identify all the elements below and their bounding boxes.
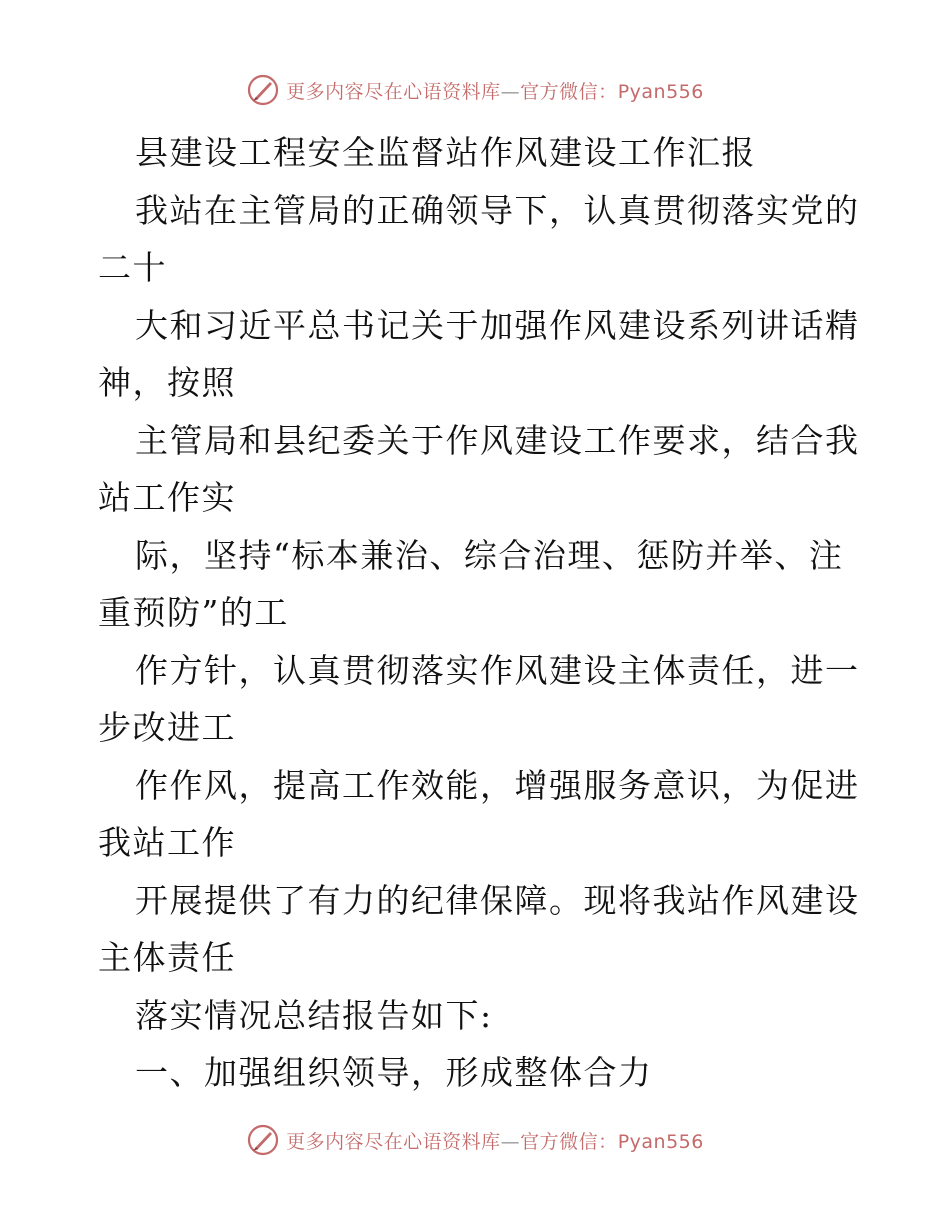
paragraph-line: 站工作实 — [98, 478, 236, 517]
paragraph-line: 我站在主管局的正确领导下，认真贯彻落实党的 — [135, 190, 860, 230]
watermark-official-label: 官方微信： — [520, 80, 618, 103]
paragraph-line: 二十 — [98, 248, 167, 287]
paragraph-line: 我站工作 — [98, 823, 236, 862]
paragraph-line: 主管局和县纪委关于作风建设工作要求，结合我 — [135, 420, 860, 460]
document-title: 县建设工程安全监督站作风建设工作汇报 — [135, 133, 756, 172]
watermark-separator: — — [500, 80, 521, 103]
section-heading: 一、加强组织领导，形成整体合力 — [135, 1053, 653, 1092]
quill-pen-icon — [246, 73, 280, 107]
paragraph-line: 大和习近平总书记关于加强作风建设系列讲话精 — [135, 305, 860, 345]
paragraph-line: 神，按照 — [98, 363, 236, 402]
paragraph-line: 重预防”的工 — [98, 593, 289, 632]
paragraph-line: 际，坚持“标本兼治、综合治理、惩防并举、注 — [135, 535, 844, 575]
watermark-official-label: 官方微信： — [520, 1130, 618, 1153]
paragraph-line: 步改进工 — [98, 708, 236, 747]
document-body — [98, 124, 858, 1102]
paragraph-line: 主体责任 — [98, 938, 236, 977]
watermark-main-text: 更多内容尽在心语资料库 — [286, 80, 501, 103]
watermark-wechat-id: Pyan556 — [617, 80, 704, 103]
paragraph-line: 作方针，认真贯彻落实作风建设主体责任，进一 — [135, 650, 860, 690]
paragraph-line: 开展提供了有力的纪律保障。现将我站作风建设 — [135, 880, 860, 920]
watermark-separator: — — [500, 1130, 521, 1153]
quill-pen-icon — [246, 1123, 280, 1157]
watermark-main-text: 更多内容尽在心语资料库 — [286, 1130, 501, 1153]
watermark-wechat-id: Pyan556 — [617, 1130, 704, 1153]
watermark-header — [0, 70, 950, 110]
paragraph-line: 作作风，提高工作效能，增强服务意识，为促进 — [135, 765, 860, 805]
paragraph-line: 落实情况总结报告如下: — [135, 995, 493, 1035]
watermark-footer — [0, 1120, 950, 1160]
